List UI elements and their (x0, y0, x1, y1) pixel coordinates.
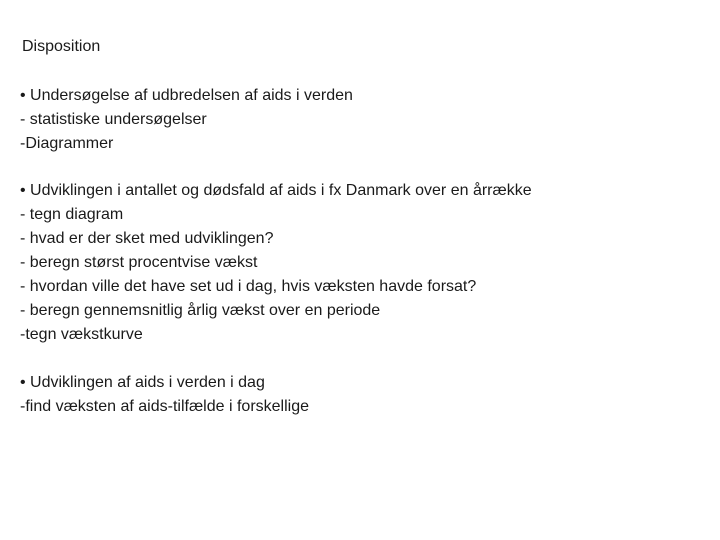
sub-item: -Diagrammer (20, 135, 114, 152)
bullet-heading: • Udviklingen i antallet og dødsfald af aids i fx Danmark over en årrække (20, 182, 532, 199)
page-title: Disposition (22, 38, 101, 55)
sub-item: -find væksten af aids-tilfælde i forskellige (20, 398, 310, 415)
bullet-heading: • Undersøgelse af udbredelsen af aids i verden (20, 87, 353, 104)
bullet-heading: • Udviklingen af aids i verden i dag (20, 374, 265, 391)
sub-item: -tegn vækstkurve (20, 326, 143, 343)
sub-item: - hvordan ville det have set ud i dag, hvis væksten havde forsat? (20, 278, 477, 295)
sub-item: - statistiske undersøgelser (20, 111, 207, 128)
sub-item: - hvad er der sket med udviklingen? (20, 230, 274, 247)
sub-item: - beregn gennemsnitlig årlig vækst over en periode (20, 302, 381, 319)
sub-item: - tegn diagram (20, 206, 124, 223)
section-udvikling-verden (20, 371, 309, 419)
sub-item: - beregn størst procentvise vækst (20, 254, 258, 271)
section-udvikling-danmark (20, 179, 532, 347)
section-udbredelse (20, 84, 353, 156)
